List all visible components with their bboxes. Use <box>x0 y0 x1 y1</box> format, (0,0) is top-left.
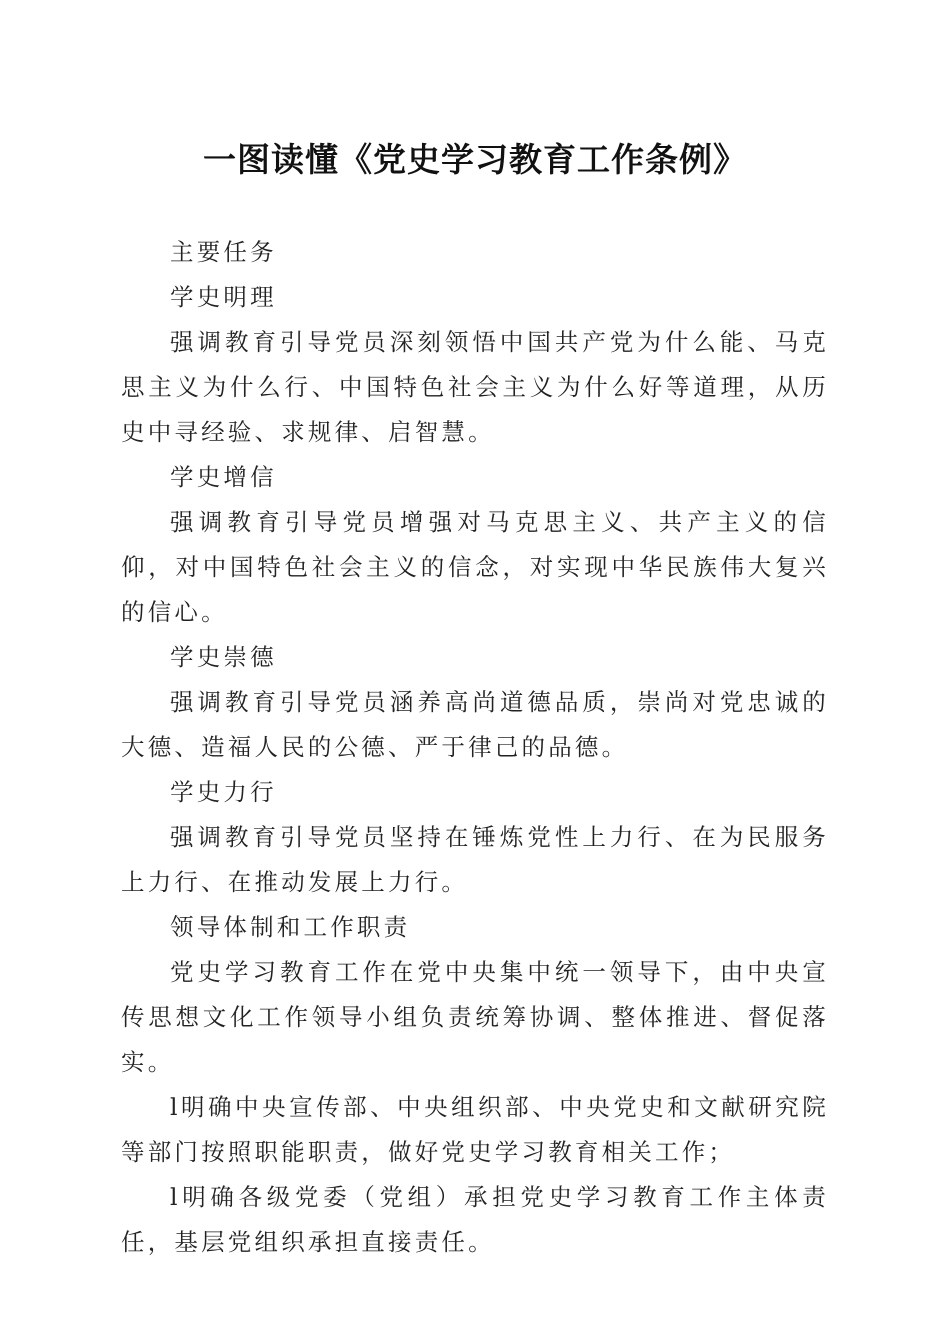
paragraph-reason: 强调教育引导党员深刻领悟中国共产党为什么能、马克思主义为什么行、中国特色社会主义为什么好等道理，从历史中寻经验、求规律、启智慧。 <box>121 328 829 446</box>
heading-leadership-responsibilities: 领导体制和工作职责 <box>170 913 411 941</box>
list-item-departments: l明确中央宣传部、中央组织部、中央党史和文献研究院等部门按照职能职责，做好党史学习教育相关工作； <box>121 1093 829 1166</box>
document-body <box>121 230 829 1265</box>
document-title: 一图读懂《党史学习教育工作条例》 <box>203 140 747 179</box>
heading-main-tasks: 主要任务 <box>170 238 277 266</box>
paragraph-faith: 强调教育引导党员增强对马克思主义、共产主义的信仰，对中国特色社会主义的信念，对实现中华民族伟大复兴的信心。 <box>121 508 829 626</box>
list-item-party-committees: l明确各级党委（党组）承担党史学习教育工作主体责任，基层党组织承担直接责任。 <box>121 1183 829 1256</box>
subheading-learn-history-faith: 学史增信 <box>170 463 277 491</box>
paragraph-leadership: 党史学习教育工作在党中央集中统一领导下，由中央宣传思想文化工作领导小组负责统筹协调、整体推进、督促落实。 <box>121 958 829 1076</box>
paragraph-action: 强调教育引导党员坚持在锤炼党性上力行、在为民服务上力行、在推动发展上力行。 <box>121 823 829 896</box>
subheading-learn-history-virtue: 学史崇德 <box>170 643 277 671</box>
subheading-learn-history-action: 学史力行 <box>170 778 277 806</box>
paragraph-virtue: 强调教育引导党员涵养高尚道德品质，崇尚对党忠诚的大德、造福人民的公德、严于律己的品德。 <box>121 688 829 761</box>
subheading-learn-history-reason: 学史明理 <box>170 283 277 311</box>
